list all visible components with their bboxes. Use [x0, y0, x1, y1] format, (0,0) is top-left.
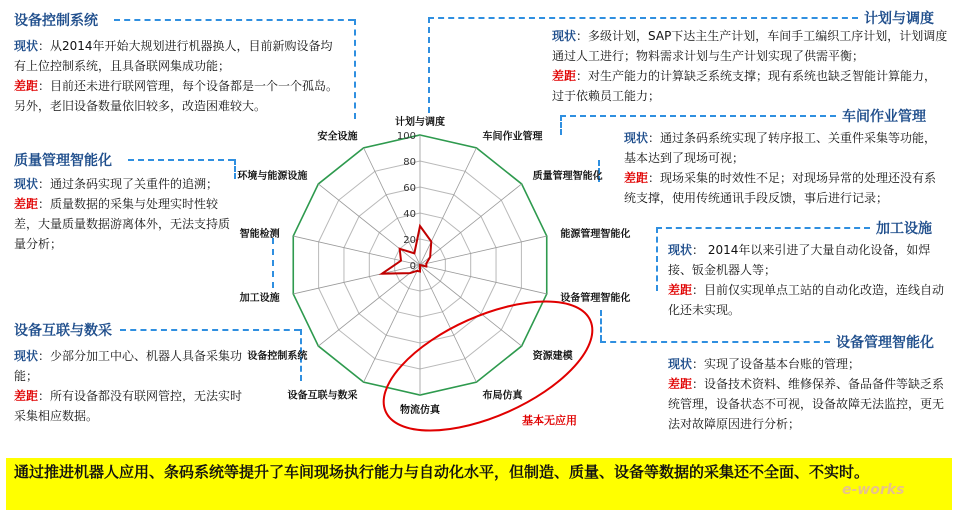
connector-planning-vert: [428, 17, 430, 113]
now-text: ： 2014年以来引进了大量自动化设备，如焊接、钣金机器人等；: [668, 243, 931, 277]
radar-tick-label: 100: [396, 131, 416, 142]
gap-label: 差距: [552, 69, 577, 83]
gap-label: 差距: [14, 389, 39, 403]
connector-machining: [656, 227, 870, 229]
device-control-title: 设备控制系统: [14, 13, 98, 29]
connector-machining-vert: [656, 227, 658, 291]
e-works-logo: e-works: [842, 482, 905, 498]
equipment-mgmt-title: 设备管理智能化: [836, 335, 934, 351]
machining-block: [668, 240, 948, 320]
radar-axis-label: 能源管理智能化: [560, 228, 631, 240]
radar-series: [382, 226, 431, 274]
radar-tick-label: 40: [403, 209, 416, 220]
gap-text: ：现场采集的时效性不足；对现场异常的处理还没有系统支撑，使用传统通讯手段反馈，事后进行记录；: [624, 171, 937, 205]
gap-text: ：目前仅实现单点工站的自动化改造，连线自动化还未实现。: [668, 283, 945, 317]
gap-text: ：质量数据的采集与处理实时性较差，大量质量数据游离体外，无法支持质量分析；: [14, 197, 231, 251]
radar-axis-label: 环境与能源设施: [237, 171, 308, 183]
radar-axis-label: 智能检测: [239, 228, 280, 240]
gap-text: ：所有设备都没有联网管控，无法实时采集相应数据。: [14, 389, 243, 423]
radar-axis-label: 资源建模: [532, 350, 573, 362]
gap-text: ：目前还未进行联网管理，每个设备都是一个一个孤岛。另外，老旧设备数量依旧较多，改造困难较大。: [14, 79, 339, 113]
radar-tick-label: 80: [403, 157, 416, 168]
interconnect-block: [14, 346, 246, 426]
quality-block: [14, 174, 234, 254]
now-text: ：实现了设备基本台账的管理；: [692, 357, 861, 371]
summary-banner: 通过推进机器人应用、条码系统等提升了车间现场执行能力与自动化水平，但制造、质量、设备等数据的采集还不全面、不实时。: [6, 458, 952, 510]
gap-label: 差距: [668, 377, 693, 391]
radar-tick-label: 60: [403, 183, 416, 194]
machining-title: 加工设施: [876, 221, 932, 237]
radar-tick-label: 20: [403, 235, 416, 246]
gap-text: ：设备技术资料、维修保养、备品备件等缺乏系统管理，设备状态不可视，设备故障无法监控，更无法对故障原因进行分析；: [668, 377, 945, 431]
radar-axis-label: 计划与调度: [395, 117, 445, 128]
now-label: 现状: [14, 177, 39, 191]
now-text: ：通过条码实现了关重件的追溯；: [38, 177, 219, 191]
now-label: 现状: [552, 29, 577, 43]
radar-spoke: [420, 265, 547, 294]
radar-axis-label: 质量管理智能化: [532, 171, 603, 183]
radar-axis-label: 安全设施: [317, 131, 358, 143]
gap-label: 差距: [624, 171, 649, 185]
gap-label: 差距: [14, 79, 39, 93]
gap-label: 差距: [14, 197, 39, 211]
now-text: ：从2014年开始大规划进行机器换人，目前新购设备均有上位控制系统，且具备联网集成功能；: [14, 39, 333, 73]
radar-axis-label: 设备控制系统: [247, 350, 308, 362]
radar-axis-label: 布局仿真: [482, 390, 523, 402]
now-label: 现状: [624, 131, 649, 145]
radar-series-line: [382, 226, 431, 274]
now-label: 现状: [668, 243, 693, 257]
planning-title: 计划与调度: [864, 11, 934, 27]
radar-axis-label: 设备管理智能化: [560, 293, 631, 305]
quality-title: 质量管理智能化: [14, 153, 112, 169]
connector-planning: [428, 17, 858, 19]
gap-label: 差距: [668, 283, 693, 297]
planning-block: [552, 26, 948, 106]
now-text: ：少部分加工中心、机器人具备采集功能；: [14, 349, 243, 383]
radar-spoke: [420, 236, 547, 265]
radar-tick-label: 0: [409, 261, 416, 272]
radar-axis-label: 加工设施: [239, 293, 280, 305]
radar-axis-label: 车间作业管理: [482, 131, 543, 143]
now-label: 现状: [668, 357, 693, 371]
now-label: 现状: [14, 349, 39, 363]
workshop-block: [624, 128, 948, 208]
no-application-label: 基本无应用: [522, 414, 577, 427]
interconnect-title: 设备互联与数采: [14, 323, 112, 339]
equipment-mgmt-block: [668, 354, 948, 434]
now-text: ：通过条码系统实现了转序报工、关重件采集等功能，基本达到了现场可视；: [624, 131, 937, 165]
connector-equipment: [600, 341, 830, 343]
radar-axis-label: 物流仿真: [400, 405, 440, 416]
connector-quality: [128, 159, 234, 161]
radar-axis-label: 设备互联与数采: [287, 390, 358, 402]
workshop-title: 车间作业管理: [842, 109, 926, 125]
now-label: 现状: [14, 39, 39, 53]
connector-device-control: [114, 19, 354, 21]
radar-spoke: [293, 265, 420, 294]
now-text: ：多级计划，SAP下达主生产计划，车间手工编织工序计划，计划调度通过人工进行；物料需求计划与生产计划实现了供需平衡；: [552, 29, 948, 63]
gap-text: ：对生产能力的计算缺乏系统支撑；现有系统也缺乏智能计算能力，过于依赖员工能力；: [552, 69, 937, 103]
